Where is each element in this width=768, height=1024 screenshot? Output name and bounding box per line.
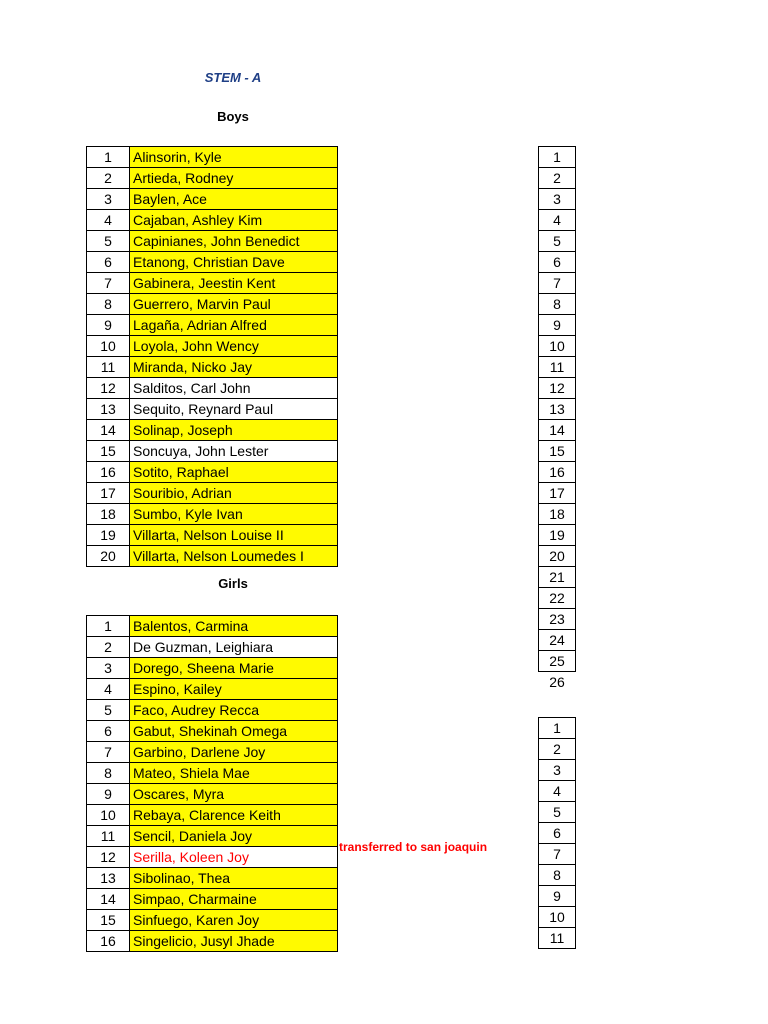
row-number: 3 (87, 189, 130, 210)
count-row (539, 231, 576, 252)
row-number: 18 (87, 504, 130, 525)
row-number: 11 (87, 357, 130, 378)
row-number: 17 (87, 483, 130, 504)
roster-row (87, 700, 338, 721)
count-cell: 6 (539, 252, 576, 273)
roster-row (87, 637, 338, 658)
roster-row (87, 889, 338, 910)
roster-row (87, 763, 338, 784)
student-name: Soncuya, John Lester (130, 441, 338, 462)
roster-row (87, 504, 338, 525)
count-row (539, 651, 576, 672)
count-cell: 9 (539, 886, 576, 907)
count-cell: 4 (539, 781, 576, 802)
row-number: 5 (87, 231, 130, 252)
count-cell: 2 (539, 739, 576, 760)
row-number: 15 (87, 910, 130, 931)
student-name: Gabinera, Jeestin Kent (130, 273, 338, 294)
row-number: 9 (87, 315, 130, 336)
count-row (539, 294, 576, 315)
student-name: Sinfuego, Karen Joy (130, 910, 338, 931)
count-row (539, 844, 576, 865)
roster-row (87, 868, 338, 889)
student-name: Sequito, Reynard Paul (130, 399, 338, 420)
count-row (539, 399, 576, 420)
count-row (539, 546, 576, 567)
count-cell: 6 (539, 823, 576, 844)
student-name: Faco, Audrey Recca (130, 700, 338, 721)
count-cell: 1 (539, 718, 576, 739)
roster-row (87, 399, 338, 420)
student-name: Rebaya, Clarence Keith (130, 805, 338, 826)
row-number: 14 (87, 420, 130, 441)
count-cell: 10 (539, 336, 576, 357)
student-name: Alinsorin, Kyle (130, 147, 338, 168)
count-row (539, 504, 576, 525)
student-name: Espino, Kailey (130, 679, 338, 700)
count-row (539, 781, 576, 802)
roster-row (87, 658, 338, 679)
row-number: 14 (87, 889, 130, 910)
count-row (539, 441, 576, 462)
roster-row (87, 462, 338, 483)
count-cell: 8 (539, 294, 576, 315)
count-row (539, 273, 576, 294)
row-number: 4 (87, 679, 130, 700)
row-number: 7 (87, 273, 130, 294)
student-name: Garbino, Darlene Joy (130, 742, 338, 763)
count-row (539, 739, 576, 760)
student-name: Guerrero, Marvin Paul (130, 294, 338, 315)
sheet-title: STEM - A (204, 70, 262, 85)
row-number: 13 (87, 399, 130, 420)
row-number: 6 (87, 252, 130, 273)
count-cell: 3 (539, 189, 576, 210)
count-cell: 12 (539, 378, 576, 399)
student-name: Villarta, Nelson Louise II (130, 525, 338, 546)
count-cell: 25 (539, 651, 576, 672)
count-cell: 21 (539, 567, 576, 588)
count-cell: 18 (539, 504, 576, 525)
roster-row (87, 546, 338, 567)
student-name: Baylen, Ace (130, 189, 338, 210)
count-cell: 15 (539, 441, 576, 462)
count-cell: 4 (539, 210, 576, 231)
roster-row (87, 616, 338, 637)
student-name: Salditos, Carl John (130, 378, 338, 399)
count-row (539, 147, 576, 168)
count-cell: 20 (539, 546, 576, 567)
roster-row (87, 357, 338, 378)
student-name: Souribio, Adrian (130, 483, 338, 504)
roster-row (87, 294, 338, 315)
count-row (539, 907, 576, 928)
count-cell: 8 (539, 865, 576, 886)
row-number: 6 (87, 721, 130, 742)
count-cell: 24 (539, 630, 576, 651)
count-cell: 11 (539, 928, 576, 949)
roster-row (87, 483, 338, 504)
count-row (539, 420, 576, 441)
student-name: De Guzman, Leighiara (130, 637, 338, 658)
count-cell: 1 (539, 147, 576, 168)
count-column-bottom (538, 717, 576, 949)
girls-roster-table (86, 615, 338, 952)
count-row (539, 760, 576, 781)
student-name: Oscares, Myra (130, 784, 338, 805)
row-number: 10 (87, 805, 130, 826)
count-cell: 22 (539, 588, 576, 609)
boys-roster-table (86, 146, 338, 567)
count-cell: 17 (539, 483, 576, 504)
roster-row (87, 847, 338, 868)
roster-row (87, 742, 338, 763)
count-cell: 14 (539, 420, 576, 441)
count-row (539, 357, 576, 378)
student-name: Miranda, Nicko Jay (130, 357, 338, 378)
roster-row (87, 805, 338, 826)
student-name: Cajaban, Ashley Kim (130, 210, 338, 231)
count-row (539, 336, 576, 357)
row-number: 13 (87, 868, 130, 889)
row-number: 4 (87, 210, 130, 231)
row-number: 1 (87, 616, 130, 637)
student-name: Sibolinao, Thea (130, 868, 338, 889)
student-name: Villarta, Nelson Loumedes I (130, 546, 338, 567)
count-cell: 5 (539, 802, 576, 823)
student-name: Sumbo, Kyle Ivan (130, 504, 338, 525)
row-number: 8 (87, 763, 130, 784)
roster-row (87, 525, 338, 546)
count-row (539, 802, 576, 823)
roster-row (87, 336, 338, 357)
count-row (539, 168, 576, 189)
roster-row (87, 168, 338, 189)
count-column-top (538, 146, 576, 692)
student-name: Etanong, Christian Dave (130, 252, 338, 273)
count-cell: 7 (539, 844, 576, 865)
roster-row (87, 273, 338, 294)
roster-row (87, 189, 338, 210)
count-cell: 23 (539, 609, 576, 630)
student-name: Simpao, Charmaine (130, 889, 338, 910)
count-cell: 19 (539, 525, 576, 546)
row-number: 16 (87, 462, 130, 483)
count-row (539, 928, 576, 949)
count-row (539, 609, 576, 630)
row-number: 7 (87, 742, 130, 763)
count-row (539, 462, 576, 483)
row-number: 12 (87, 378, 130, 399)
count-row (539, 210, 576, 231)
roster-row (87, 721, 338, 742)
roster-row (87, 252, 338, 273)
count-row (539, 672, 576, 693)
roster-row (87, 420, 338, 441)
roster-row (87, 147, 338, 168)
student-name: Singelicio, Jusyl Jhade (130, 931, 338, 952)
student-name: Sotito, Raphael (130, 462, 338, 483)
student-name: Lagaña, Adrian Alfred (130, 315, 338, 336)
roster-row (87, 679, 338, 700)
row-number: 2 (87, 637, 130, 658)
student-name: Capinianes, John Benedict (130, 231, 338, 252)
roster-row (87, 378, 338, 399)
roster-row (87, 826, 338, 847)
count-cell: 5 (539, 231, 576, 252)
count-row (539, 525, 576, 546)
row-number: 8 (87, 294, 130, 315)
student-name: Artieda, Rodney (130, 168, 338, 189)
count-row (539, 630, 576, 651)
row-number: 9 (87, 784, 130, 805)
count-row (539, 588, 576, 609)
count-row (539, 823, 576, 844)
count-cell: 3 (539, 760, 576, 781)
student-name: Dorego, Sheena Marie (130, 658, 338, 679)
count-row (539, 483, 576, 504)
count-cell: 11 (539, 357, 576, 378)
count-row (539, 252, 576, 273)
count-row (539, 886, 576, 907)
row-number: 12 (87, 847, 130, 868)
row-number: 3 (87, 658, 130, 679)
row-number: 19 (87, 525, 130, 546)
count-cell: 7 (539, 273, 576, 294)
row-number: 20 (87, 546, 130, 567)
roster-row (87, 910, 338, 931)
student-name: Mateo, Shiela Mae (130, 763, 338, 784)
count-cell: 2 (539, 168, 576, 189)
transfer-note: transferred to san joaquin (339, 840, 488, 854)
row-number: 15 (87, 441, 130, 462)
count-cell: 16 (539, 462, 576, 483)
roster-row (87, 210, 338, 231)
count-row (539, 189, 576, 210)
row-number: 2 (87, 168, 130, 189)
row-number: 5 (87, 700, 130, 721)
count-row (539, 315, 576, 336)
count-row (539, 718, 576, 739)
count-row (539, 378, 576, 399)
count-cell: 13 (539, 399, 576, 420)
student-name: Sencil, Daniela Joy (130, 826, 338, 847)
roster-row (87, 231, 338, 252)
count-cell: 26 (549, 673, 565, 690)
student-name: Gabut, Shekinah Omega (130, 721, 338, 742)
girls-heading: Girls (218, 576, 248, 591)
count-cell: 10 (539, 907, 576, 928)
row-number: 16 (87, 931, 130, 952)
roster-row (87, 315, 338, 336)
row-number: 10 (87, 336, 130, 357)
roster-row (87, 931, 338, 952)
student-name: Loyola, John Wency (130, 336, 338, 357)
roster-row (87, 784, 338, 805)
count-cell: 9 (539, 315, 576, 336)
row-number: 11 (87, 826, 130, 847)
roster-row (87, 441, 338, 462)
student-name: Solinap, Joseph (130, 420, 338, 441)
student-name: Balentos, Carmina (130, 616, 338, 637)
row-number: 1 (87, 147, 130, 168)
count-row (539, 865, 576, 886)
boys-heading: Boys (217, 109, 249, 124)
student-name: Serilla, Koleen Joy (130, 847, 338, 868)
count-row (539, 567, 576, 588)
